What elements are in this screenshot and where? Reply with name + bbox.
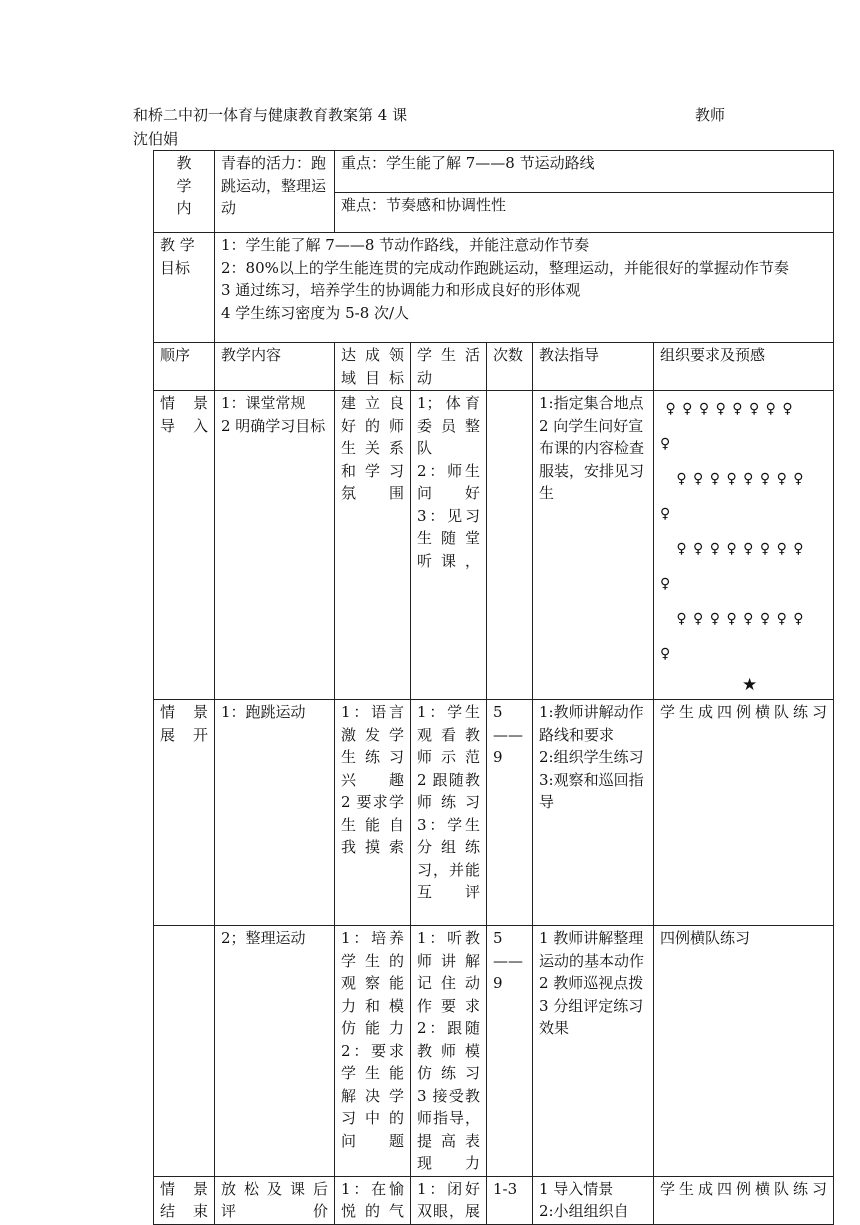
objective-item: 3 通过练习，培养学生的协调能力和形成良好的形体观: [221, 281, 581, 299]
goal-cell: 1：在愉悦 的 气: [335, 1176, 411, 1224]
col-header: 学 生 活动: [411, 343, 487, 391]
col-header: 教法指导: [533, 343, 654, 391]
objectives-row: [154, 233, 834, 343]
lesson-plan-table: [153, 150, 834, 1225]
col-header: 次数: [487, 343, 533, 391]
goal-cell: 建 立 良好 的 师生 关 系和 学 习氛围: [335, 391, 411, 700]
col-header: 达 成 领域目标: [335, 343, 411, 391]
table-row: [154, 391, 834, 700]
lesson-title: 和桥二中初一体育与健康教育教案第 4 课: [133, 106, 408, 124]
content-row: [154, 151, 834, 193]
content-cell: 1：课堂常规 2 明确学习目标: [215, 391, 335, 700]
method-cell: 1:教师讲解动作路线和要求 2:组织学生练习 3:观察和巡回指导: [533, 700, 654, 926]
objective-item: 1：学生能了解 7——8 节动作路线，并能注意动作节奏: [221, 236, 590, 254]
formation-cell: [654, 391, 834, 700]
times-cell: 1-3: [487, 1176, 533, 1224]
stage-cell: [154, 926, 215, 1177]
stage-cell: 情 景结束: [154, 1176, 215, 1224]
activity-cell: 1：听教师 讲 解记 住 动作要求 2：跟随教 师 模仿练习 3 接受教师指导，提 高 表现力: [411, 926, 487, 1177]
stage-cell: 情 景展开: [154, 700, 215, 926]
goal-cell: 1：培养学 生 的观 察 能力 和 模仿能力 2：要求学 生 能解 决 学习 中 的问题: [335, 926, 411, 1177]
content-label: 教 学 内: [154, 151, 215, 233]
activity-cell: 1：学生观 看 教师示范 2 跟随教师练习 3：学生分 组 练习，并能互评: [411, 700, 487, 926]
objective-item: 2：80%以上的学生能连贯的完成动作跑跳运动，整理运动，并能很好的掌握动作节奏: [221, 258, 789, 277]
table-row: [154, 700, 834, 926]
times-cell: 5 ——9: [487, 926, 533, 1177]
table-row: [154, 926, 834, 1177]
method-cell: 1:指定集合地点 2 向学生问好宣布课的内容检查服装，安排见习生: [533, 391, 654, 700]
objectives-label: 教 学 目标: [154, 233, 215, 343]
times-cell: 5 ——9: [487, 700, 533, 926]
activity-cell: 1；体育委 员 整队 2：师生问好 3：见习生 随 堂听课，: [411, 391, 487, 700]
org-cell: 学生成四例横队练习: [654, 700, 834, 926]
teacher-label: 教师: [695, 106, 726, 124]
col-header: 组织要求及预感: [654, 343, 834, 391]
col-header: 顺序: [154, 343, 215, 391]
teacher-star-icon: ★: [742, 675, 758, 695]
lesson-topic: 青春的活力：跑跳运动，整理运动: [215, 151, 335, 233]
content-cell: 放 松 及 课 后评价: [215, 1176, 335, 1224]
content-cell: 2；整理运动: [215, 926, 335, 1177]
key-point: 重点：学生能了解 7——8 节运动路线: [335, 151, 834, 193]
objectives-list: [215, 233, 834, 343]
stage-cell: 情 景导入: [154, 391, 215, 700]
content-cell: 1：跑跳运动: [215, 700, 335, 926]
activity-cell: 1：闭好双眼，展: [411, 1176, 487, 1224]
goal-cell: 1：语言激 发 学生 练 习兴趣 2 要求学生 能 自我摸索: [335, 700, 411, 926]
table-row: [154, 1176, 834, 1224]
method-cell: 1 教师讲解整理运动的基本动作 2 教师巡视点拨 3 分组评定练习效果: [533, 926, 654, 1177]
times-cell: [487, 391, 533, 700]
col-header: 教学内容: [215, 343, 335, 391]
column-header-row: [154, 343, 834, 391]
method-cell: 1 导入情景 2:小组组织自: [533, 1176, 654, 1224]
student-formation: ♀ ♀ ♀ ♀ ♀ ♀ ♀ ♀ ♀ ♀ ♀ ♀ ♀ ♀ ♀ ♀ ♀ ♀ ♀ ♀ ♀ ♀ ♀ ♀ ♀ ♀ ♀ ♀ ♀ ♀ ♀ ♀ ♀ ♀ ♀ ♀: [660, 401, 805, 662]
org-cell: 学生成四例横队练习: [654, 1176, 834, 1224]
teacher-name: 沈伯娟: [133, 130, 179, 148]
objective-item: 4 学生练习密度为 5-8 次/人: [221, 303, 410, 322]
difficulty: 难点：节奏感和协调性性: [335, 193, 834, 233]
org-cell: 四例横队练习: [654, 926, 834, 1177]
